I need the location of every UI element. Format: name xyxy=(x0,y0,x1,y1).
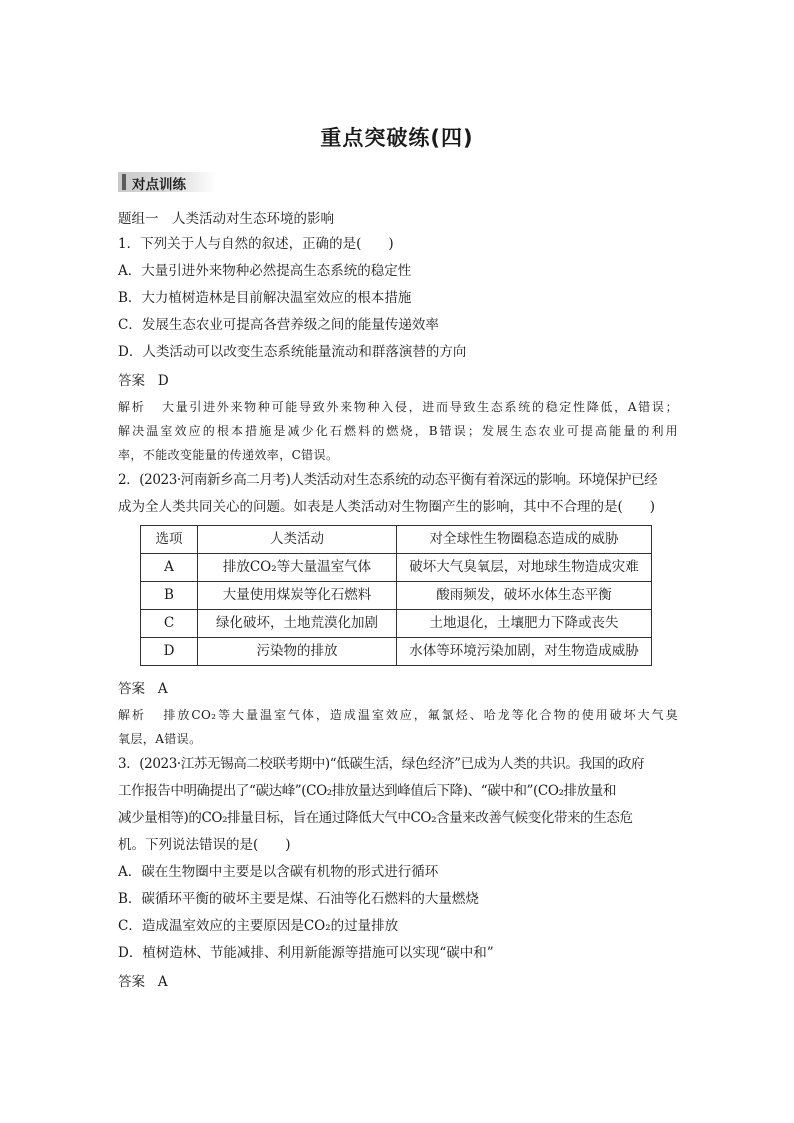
answer-label: 答案 xyxy=(118,373,145,389)
answer-line xyxy=(118,368,678,395)
option-d: D．人类活动可以改变生态系统能量流动和群落演替的方向 xyxy=(118,344,467,360)
question-stem: 2．(2023·河南新乡高二月考)人类活动对生态系统的动态平衡有着深远的影响。环境保护已经 xyxy=(118,472,658,488)
table-cell: B xyxy=(141,582,198,610)
table-cell: D xyxy=(141,638,198,666)
table-cell: C xyxy=(141,610,198,638)
analysis-line: 解析 大量引进外来物种可能导致外来物种入侵，进而导致生态系统的稳定性降低，A错误； xyxy=(118,400,678,414)
analysis-line: 解析 排放CO₂等大量温室气体，造成温室效应，氟氯烃、哈龙等化合物的使用破坏大气臭 xyxy=(118,708,678,722)
question-1 xyxy=(118,231,678,467)
table-cell: 土地退化，土壤肥力下降或丧失 xyxy=(397,610,652,638)
analysis-label: 解析 xyxy=(118,400,146,414)
analysis-label: 解析 xyxy=(118,708,146,722)
answer-label: 答案 xyxy=(118,681,145,697)
answer-value: A xyxy=(157,974,168,990)
analysis xyxy=(118,703,678,751)
table-cell: 排放CO₂等大量温室气体 xyxy=(198,554,397,582)
question-2 xyxy=(118,467,678,751)
analysis-line: 氧层，A错误。 xyxy=(118,732,202,746)
answer-value: D xyxy=(157,373,169,389)
option-a: A．碳在生物圈中主要是以含碳有机物的形式进行循环 xyxy=(118,864,439,880)
table-header-row xyxy=(141,526,652,554)
section-tag xyxy=(118,172,216,192)
section-tag-label: 对点训练 xyxy=(132,177,186,193)
table-row xyxy=(141,610,652,638)
question-stem: 3．(2023·江苏无锡高二校联考期中)“低碳生活，绿色经济”已成为人类的共识。我国的政府 xyxy=(118,756,645,772)
section-tag-bar xyxy=(122,174,126,190)
group-title: 题组一 人类活动对生态环境的影响 xyxy=(118,211,334,227)
analysis xyxy=(118,395,678,467)
answer-line xyxy=(118,676,678,703)
question-stem: 机。下列说法错误的是( ) xyxy=(118,837,291,853)
table-row xyxy=(141,554,652,582)
answer-line xyxy=(118,969,678,996)
answer-label: 答案 xyxy=(118,974,145,990)
answer-value: A xyxy=(157,681,168,697)
option-c: C．造成温室效应的主要原因是CO₂的过量排放 xyxy=(118,918,399,934)
table-header: 人类活动 xyxy=(198,526,397,554)
option-b: B．碳循环平衡的破坏主要是煤、石油等化石燃料的大量燃烧 xyxy=(118,891,479,907)
table-cell: 水体等环境污染加剧，对生物造成威胁 xyxy=(397,638,652,666)
table-cell: 破坏大气臭氧层，对地球生物造成灾难 xyxy=(397,554,652,582)
impact-table xyxy=(140,525,652,666)
table-cell: A xyxy=(141,554,198,582)
table-header: 选项 xyxy=(141,526,198,554)
table-row xyxy=(141,582,652,610)
analysis-line: 解决温室效应的根本措施是减少化石燃料的燃烧，B错误；发展生态农业可提高能量的利用 xyxy=(118,424,678,438)
table-cell: 污染物的排放 xyxy=(198,638,397,666)
table-cell: 绿化破坏，土地荒漠化加剧 xyxy=(198,610,397,638)
question-stem: 工作报告中明确提出了“碳达峰”(CO₂排放量达到峰值后下降)、“碳中和”(CO₂排放量和 xyxy=(118,783,616,799)
question-stem: 1．下列关于人与自然的叙述，正确的是( ) xyxy=(118,236,394,252)
question-stem: 减少量相等)的CO₂排量目标，旨在通过降低大气中CO₂含量来改善气候变化带来的生态危 xyxy=(118,810,633,826)
table-row xyxy=(141,638,652,666)
page-title: 重点突破练(四) xyxy=(320,126,474,150)
option-b: B．大力植树造林是目前解决温室效应的根本措施 xyxy=(118,290,412,306)
analysis-line: 率，不能改变能量的传递效率，C错误。 xyxy=(118,448,339,462)
option-c: C．发展生态农业可提高各营养级之间的能量传递效率 xyxy=(118,317,439,333)
table-cell: 酸雨频发，破坏水体生态平衡 xyxy=(397,582,652,610)
option-a: A．大量引进外来物种必然提高生态系统的稳定性 xyxy=(118,263,412,279)
question-stem: 成为全人类共同关心的问题。如表是人类活动对生物圈产生的影响，其中不合理的是( ) xyxy=(118,499,656,515)
option-d: D．植树造林、节能减排、利用新能源等措施可以实现“碳中和” xyxy=(118,945,494,961)
table-header: 对全球性生物圈稳态造成的威胁 xyxy=(397,526,652,554)
worksheet-content xyxy=(118,207,678,996)
question-3 xyxy=(118,751,678,996)
table-cell: 大量使用煤炭等化石燃料 xyxy=(198,582,397,610)
